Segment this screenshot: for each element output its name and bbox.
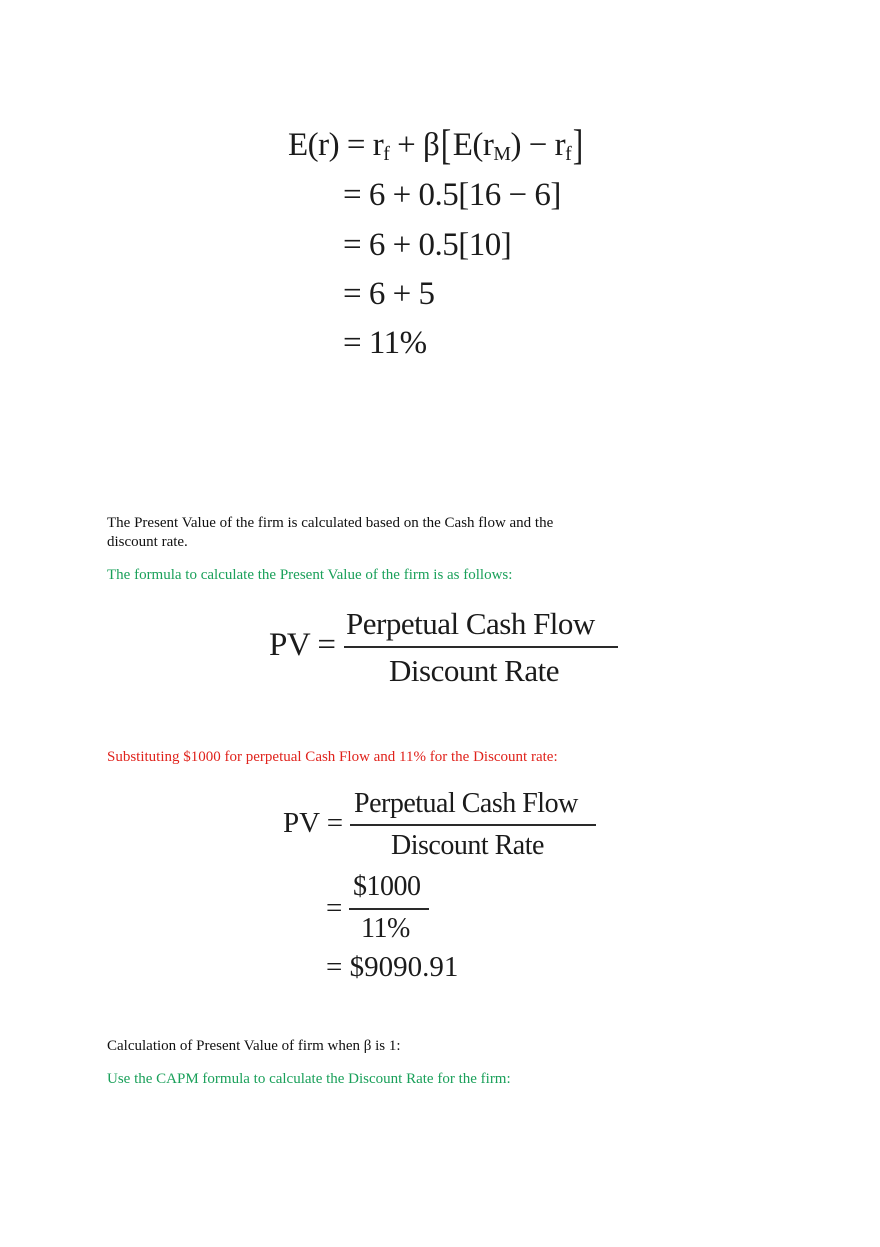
capm-line-5-text: = 11% — [343, 325, 427, 361]
capm-bracket-close: ] — [572, 123, 583, 169]
capm-sub-f2: f — [565, 142, 572, 165]
pv-calc-num-2: $1000 — [353, 871, 421, 902]
capm-lhs: E(r) = r — [288, 127, 384, 163]
paragraph-capm-instruction: Use the CAPM formula to calculate the Discount Rate for the firm: — [107, 1071, 511, 1087]
paragraph-substitution: Substituting $1000 for perpetual Cash Flow and 11% for the Discount rate: — [107, 749, 558, 765]
paragraph-pv-intro-line1: The Present Value of the firm is calculated based on the Cash flow and the — [107, 515, 554, 531]
pv-formula-lhs: PV = — [269, 627, 336, 663]
pv-formula-numerator: Perpetual Cash Flow — [346, 606, 595, 641]
capm-line-3-text: = 6 + 0.5 — [343, 227, 459, 263]
capm-line-4-text: = 6 + 5 — [343, 276, 435, 312]
capm-line-2-bracket: [16 − 6] — [458, 177, 561, 213]
paragraph-pv-intro — [107, 514, 553, 552]
capm-line-2 — [343, 177, 561, 214]
pv-formula-fraction-bar — [344, 646, 618, 648]
capm-inner-b: ) − r — [510, 127, 566, 163]
pv-calc-lhs: PV = — [283, 807, 344, 839]
pv-calc-den-2: 11% — [361, 913, 410, 944]
paragraph-pv-intro-line2: discount rate. — [107, 534, 188, 550]
capm-line-3-bracket: [10] — [458, 227, 512, 263]
paragraph-beta-one: Calculation of Present Value of firm when β is 1: — [107, 1038, 401, 1054]
pv-calc-denominator: Discount Rate — [391, 830, 544, 861]
capm-line-4 — [343, 276, 434, 313]
capm-line-3 — [343, 227, 511, 264]
pv-calc-equals-2: = — [326, 892, 343, 924]
pv-calc-fraction-bar — [350, 824, 596, 826]
capm-bracket-open: [ — [440, 123, 452, 169]
paragraph-formula-heading: The formula to calculate the Present Value of the firm is as follows: — [107, 567, 513, 583]
pv-calc-result: = $9090.91 — [326, 951, 459, 983]
capm-line-2-text: = 6 + 0.5 — [343, 177, 459, 213]
capm-line-1 — [288, 125, 585, 167]
pv-calc-numerator: Perpetual Cash Flow — [354, 788, 578, 819]
capm-sub-m: M — [493, 142, 511, 165]
capm-sub-f: f — [383, 142, 390, 165]
pv-formula-denominator: Discount Rate — [389, 653, 559, 688]
capm-line-5 — [343, 325, 427, 362]
pv-calc-fraction-bar-2 — [349, 908, 429, 910]
capm-inner-a: E(r — [452, 127, 494, 163]
capm-plus-beta: + β — [389, 127, 440, 163]
